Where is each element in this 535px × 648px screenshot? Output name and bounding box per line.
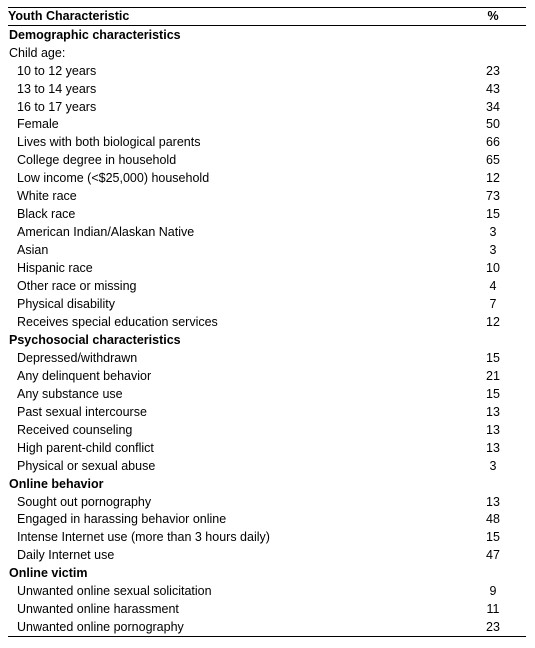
youth-characteristics-table	[8, 7, 526, 637]
row-label: Unwanted online sexual solicitation	[17, 584, 212, 599]
row-label: College degree in household	[17, 153, 177, 168]
table-row	[8, 152, 526, 170]
row-label: Asian	[17, 243, 49, 258]
row-label: Online behavior	[9, 476, 104, 491]
table-row	[8, 313, 526, 331]
row-percent: 13	[486, 422, 500, 437]
table-row	[8, 618, 526, 636]
row-percent: 15	[486, 530, 500, 545]
table-row	[8, 98, 526, 116]
row-label: High parent-child conflict	[17, 440, 154, 455]
table-row	[8, 367, 526, 385]
table-row	[8, 62, 526, 80]
row-label: 10 to 12 years	[17, 63, 97, 78]
table-row	[8, 80, 526, 98]
table-row	[8, 421, 526, 439]
row-percent: 12	[486, 314, 500, 329]
section-header-row	[8, 565, 526, 583]
table-row	[8, 223, 526, 241]
table-row	[8, 241, 526, 259]
table-row	[8, 116, 526, 134]
row-label: 16 to 17 years	[17, 99, 97, 114]
row-label: Hispanic race	[17, 261, 93, 276]
row-percent: 4	[489, 279, 497, 294]
row-percent: 13	[486, 440, 500, 455]
table-row	[8, 134, 526, 152]
row-percent: 50	[486, 117, 500, 132]
row-percent: 13	[486, 404, 500, 419]
row-label: Psychosocial characteristics	[9, 332, 181, 347]
row-label: Receives special education services	[17, 314, 218, 329]
row-percent: 65	[486, 153, 500, 168]
table-row	[8, 547, 526, 565]
section-header-row	[8, 475, 526, 493]
row-percent: 15	[486, 350, 500, 365]
row-percent: 7	[489, 297, 497, 312]
table-row	[8, 601, 526, 619]
subheader-row	[8, 44, 526, 62]
row-label: Intense Internet use (more than 3 hours daily)	[17, 530, 270, 545]
table-row	[8, 206, 526, 224]
table-body	[8, 26, 526, 636]
row-label: Past sexual intercourse	[17, 404, 147, 419]
header-percent: %	[487, 9, 499, 24]
row-label: Daily Internet use	[17, 548, 115, 563]
row-percent: 73	[486, 189, 500, 204]
header-characteristic: Youth Characteristic	[8, 9, 130, 24]
row-percent: 15	[486, 386, 500, 401]
table-row	[8, 188, 526, 206]
table-row	[8, 259, 526, 277]
row-label: Low income (<$25,000) household	[17, 171, 210, 186]
row-percent: 3	[489, 458, 497, 473]
table-row	[8, 295, 526, 313]
row-percent: 12	[486, 171, 500, 186]
row-label: Engaged in harassing behavior online	[17, 512, 227, 527]
row-percent: 34	[486, 99, 500, 114]
table-row	[8, 529, 526, 547]
row-percent: 3	[489, 225, 497, 240]
row-percent: 47	[486, 548, 500, 563]
row-percent: 3	[489, 243, 497, 258]
row-percent: 23	[486, 63, 500, 78]
table-row	[8, 493, 526, 511]
row-label: Unwanted online pornography	[17, 620, 184, 635]
row-label: Black race	[17, 207, 76, 222]
row-label: Depressed/withdrawn	[17, 350, 138, 365]
row-percent: 9	[489, 584, 497, 599]
table-row	[8, 277, 526, 295]
row-label: Online victim	[9, 566, 88, 581]
row-percent: 13	[486, 494, 500, 509]
row-label: White race	[17, 189, 77, 204]
row-label: Physical or sexual abuse	[17, 458, 156, 473]
table-row	[8, 457, 526, 475]
row-percent: 11	[486, 602, 500, 617]
row-percent: 10	[486, 261, 500, 276]
row-percent: 48	[486, 512, 500, 527]
section-header-row	[8, 331, 526, 349]
row-label: Received counseling	[17, 422, 133, 437]
table-bottom-rule	[8, 636, 526, 637]
section-header-row	[8, 26, 526, 44]
row-percent: 23	[486, 620, 500, 635]
table-row	[8, 403, 526, 421]
row-label: Other race or missing	[17, 279, 137, 294]
row-percent: 21	[486, 368, 500, 383]
table-header-row	[8, 8, 526, 25]
row-label: Sought out pornography	[17, 494, 152, 509]
row-percent: 66	[486, 135, 500, 150]
row-label: 13 to 14 years	[17, 81, 97, 96]
table-row	[8, 170, 526, 188]
row-label: Female	[17, 117, 59, 132]
table-row	[8, 583, 526, 601]
table-row	[8, 385, 526, 403]
table-row	[8, 349, 526, 367]
table-row	[8, 511, 526, 529]
row-label: Unwanted online harassment	[17, 602, 179, 617]
row-percent: 43	[486, 81, 500, 96]
row-label: Demographic characteristics	[9, 27, 181, 42]
row-percent: 15	[486, 207, 500, 222]
row-label: Child age:	[9, 45, 66, 60]
table-row	[8, 439, 526, 457]
row-label: Physical disability	[17, 297, 115, 312]
row-label: American Indian/Alaskan Native	[17, 225, 195, 240]
row-label: Any substance use	[17, 386, 123, 401]
row-label: Lives with both biological parents	[17, 135, 201, 150]
row-label: Any delinquent behavior	[17, 368, 152, 383]
